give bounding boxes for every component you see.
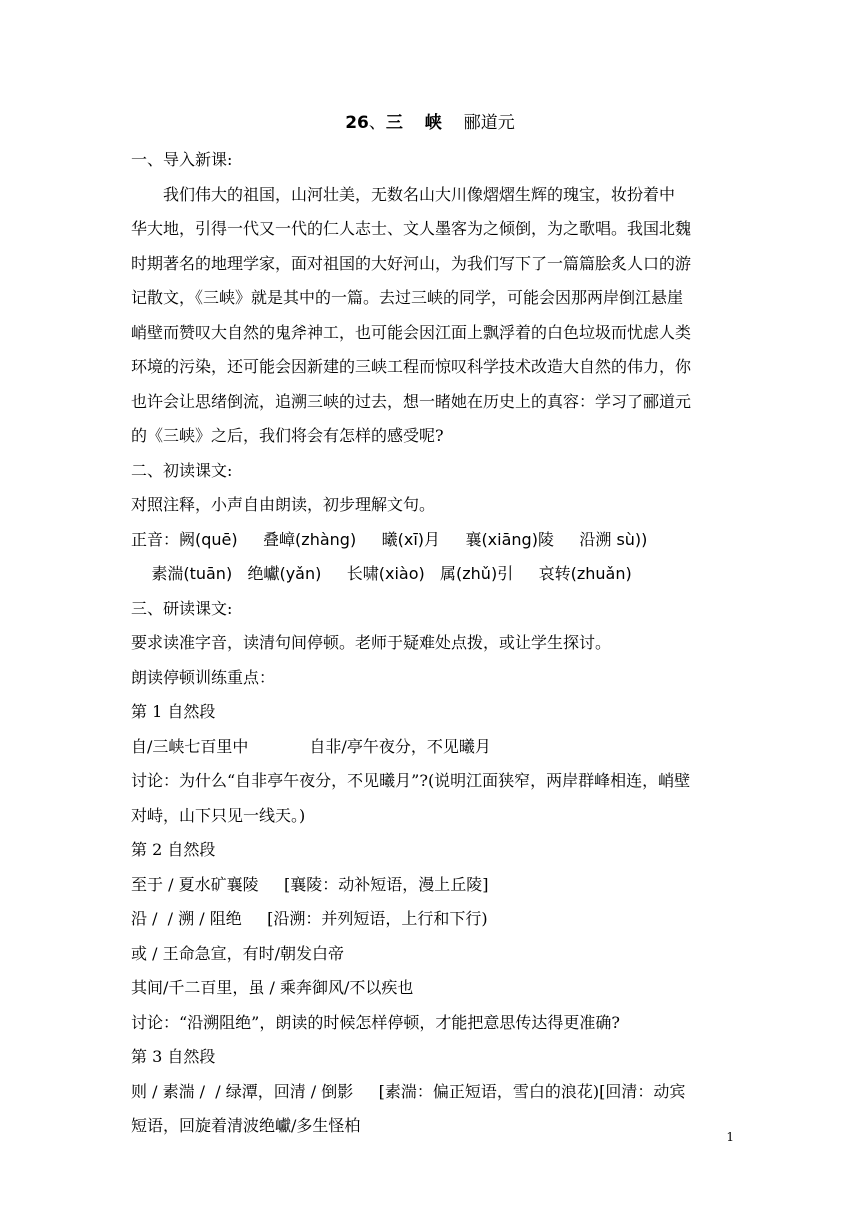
pause-line: 则 / 素湍 / / 绿潭，回清 / 倒影 [素湍：偏正短语，雪白的浪花)[回清：动宾 xyxy=(131,1081,686,1101)
paragraph-line: 记散文，《三峡》就是其中的一篇。去过三峡的同学，可能会因那两岸倒江悬崖 xyxy=(131,288,684,307)
discussion-line: 讨论：为什么“自非亭午夜分，不见曦月”?(说明江面狭窄，两岸群峰相连，峭壁 xyxy=(131,771,691,790)
paragraph-line: 也许会让思绪倒流，追溯三峡的过去，想一睹她在历史上的真容：学习了郦道元 xyxy=(131,391,692,411)
pause-line: 或 / 王命急宣，有时/朝发白帝 xyxy=(131,943,344,963)
paragraph-line: 华大地，引得一代又一代的仁人志士、文人墨客为之倾倒，为之歌唱。我国北魏 xyxy=(131,219,692,238)
subheading-paragraph-3: 第 3 自然段 xyxy=(131,1047,216,1066)
page-title xyxy=(0,108,860,133)
section-heading-first-read: 二、初读课文: xyxy=(131,460,233,480)
paragraph-line: 的《三峡》之后，我们将会有怎样的感受呢? xyxy=(131,426,444,445)
section-heading-intro: 一、导入新课: xyxy=(131,150,233,169)
document-body xyxy=(131,143,731,1144)
title-author: 郦道元 xyxy=(463,113,515,133)
paragraph-line: 要求读准字音，读清句间停顿。老师于疑难处点拨，或让学生探讨。 xyxy=(131,633,612,652)
pause-line: 至于 / 夏水矿襄陵 [襄陵：动补短语，漫上丘陵] xyxy=(131,874,489,894)
pronunciation-line: 正音：阙(quē) 叠嶂(zhàng) 曦(xī)月 襄(xiāng)陵 沿溯 sù)) xyxy=(131,529,648,549)
paragraph-line: 环境的污染，还可能会因新建的三峡工程而惊叹科学技术改造大自然的伟力，你 xyxy=(131,357,692,376)
paragraph-line: 朗读停顿训练重点： xyxy=(131,667,276,687)
paragraph-line: 我们伟大的祖国，山河壮美，无数名山大川像熠熠生辉的瑰宝，妆扮着中 xyxy=(163,184,676,204)
paragraph-line: 峭壁而赞叹大自然的鬼斧神工，也可能会因江面上飘浮着的白色垃圾而忧虑人类 xyxy=(131,322,692,342)
subheading-paragraph-2: 第 2 自然段 xyxy=(131,840,216,859)
section-heading-study: 三、研读课文: xyxy=(131,598,233,618)
discussion-line: 讨论：“沿溯阻绝”，朗读的时候怎样停顿，才能把意思传达得更准确? xyxy=(131,1012,620,1032)
pronunciation-line: 素湍(tuān) 绝巘(yǎn) 长啸(xiào) 属(zhǔ)引 哀转(zhuǎn) xyxy=(131,564,632,583)
pause-line: 短语，回旋着清波绝巘/多生怪柏 xyxy=(131,1116,361,1135)
pause-line: 其间/千二百里，虽 / 乘奔御风/不以疾也 xyxy=(131,978,414,997)
paragraph-line: 时期著名的地理学家，面对祖国的大好河山，为我们写下了一篇篇脍炙人口的游 xyxy=(131,253,692,273)
pause-line: 沿 / / 溯 / 阻绝 [沿溯：并列短语，上行和下行) xyxy=(131,909,488,928)
pause-line: 自/三峡七百里中 自非/亭午夜分，不见曦月 xyxy=(131,736,491,756)
title-name: 三 峡 xyxy=(385,113,450,133)
subheading-paragraph-1: 第 1 自然段 xyxy=(131,702,216,721)
paragraph-line: 对照注释，小声自由朗读，初步理解文句。 xyxy=(131,495,436,514)
discussion-line: 对峙，山下只见一线天。) xyxy=(131,805,306,825)
title-number: 26 xyxy=(345,113,369,133)
title-separator: 、 xyxy=(368,113,386,133)
page-number: 1 xyxy=(726,1130,734,1144)
